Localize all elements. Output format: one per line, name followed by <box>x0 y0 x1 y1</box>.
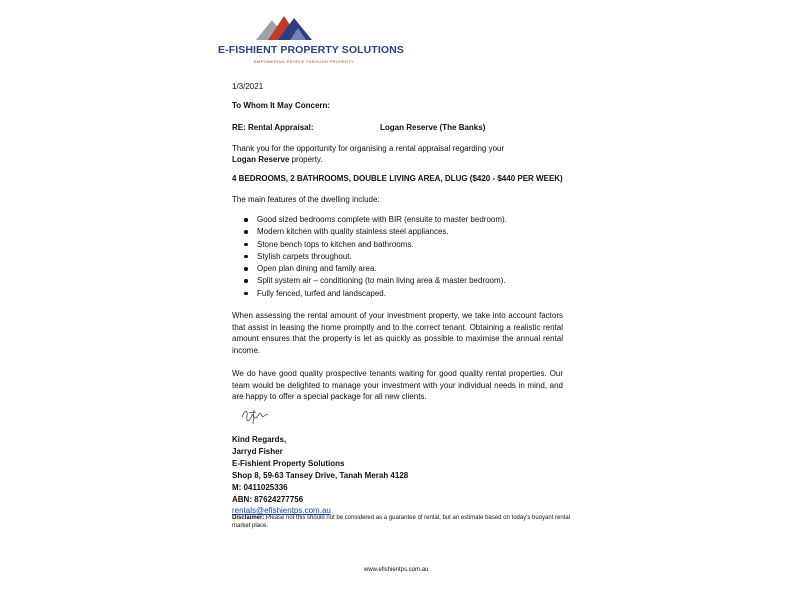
features-intro: The main features of the dwelling include: <box>232 195 380 204</box>
salutation: To Whom It May Concern: <box>232 101 331 110</box>
list-item: Open plan dining and family area. <box>236 263 507 275</box>
re-property: Logan Reserve (The Banks) <box>380 123 486 132</box>
disclaimer <box>232 514 572 530</box>
mountains-logo-icon <box>252 14 322 44</box>
list-item: Stylish carpets throughout. <box>236 251 507 263</box>
intro-line: Thank you for the opportunity for organising a rental appraisal regarding your <box>232 144 505 153</box>
re-label: RE: Rental Appraisal: <box>232 123 314 132</box>
signer-mobile: M: 0411025336 <box>232 482 288 492</box>
signer-address: Shop 8, 59-63 Tansey Drive, Tanah Merah 4128 <box>232 470 409 480</box>
signer-abn: ABN: 87624277756 <box>232 494 304 504</box>
letter-date: 1/3/2021 <box>232 82 264 91</box>
features-list <box>236 214 507 300</box>
footer-website: www.efishientps.com.au <box>364 567 429 573</box>
list-item: Modern kitchen with quality stainless steel appliances. <box>236 226 507 238</box>
handwritten-signature-icon <box>240 407 274 427</box>
intro-suffix: property. <box>289 155 323 164</box>
company-tagline: EMPOWERING PEOPLE THROUGH PROPERTY <box>254 59 354 64</box>
email-link[interactable]: rentals@efishientps.com.au <box>232 506 331 516</box>
disclaimer-label: Disclaimer: <box>232 515 265 521</box>
list-item: Good sized bedrooms complete with BIR (ensuite to master bedroom). <box>236 214 507 226</box>
intro-property: Logan Reserve <box>232 155 290 164</box>
property-summary: 4 BEDROOMS, 2 BATHROOMS, DOUBLE LIVING AREA, DLUG ($420 - $440 PER WEEK) <box>232 174 563 183</box>
assessment-paragraph: When assessing the rental amount of your investment property, we take into account factors that assist in leasing the home promptly and to the correct tenant. Obtaining a realistic rental amount ensures that the property is let as quickly as possible to maximise the annual rental income. <box>232 311 563 355</box>
signer-name: Jarryd Fisher <box>232 446 283 456</box>
tenants-paragraph: We do have good quality prospective tenants waiting for good quality rental properties. Our team would be delighted to manage your investment with your individual needs in mind, and are happy to offer a special package for all new clients. <box>232 369 563 402</box>
company-logo <box>218 14 404 74</box>
list-item: Stone bench tops to kitchen and bathrooms. <box>236 239 507 251</box>
company-name: E-FISHIENT PROPERTY SOLUTIONS <box>218 44 404 56</box>
disclaimer-text: Please not this should not be considered as a guarantee of rental, but an estimate based on today's buoyant rental market place. <box>232 515 571 529</box>
signer-company: E-Fishient Property Solutions <box>232 458 345 468</box>
closing: Kind Regards, <box>232 435 287 444</box>
list-item: Split system air – conditioning (to main living area & master bedroom). <box>236 275 507 287</box>
list-item: Fully fenced, turfed and landscaped. <box>236 288 507 300</box>
sign-off-block <box>232 434 408 517</box>
intro-line-2 <box>232 154 323 165</box>
